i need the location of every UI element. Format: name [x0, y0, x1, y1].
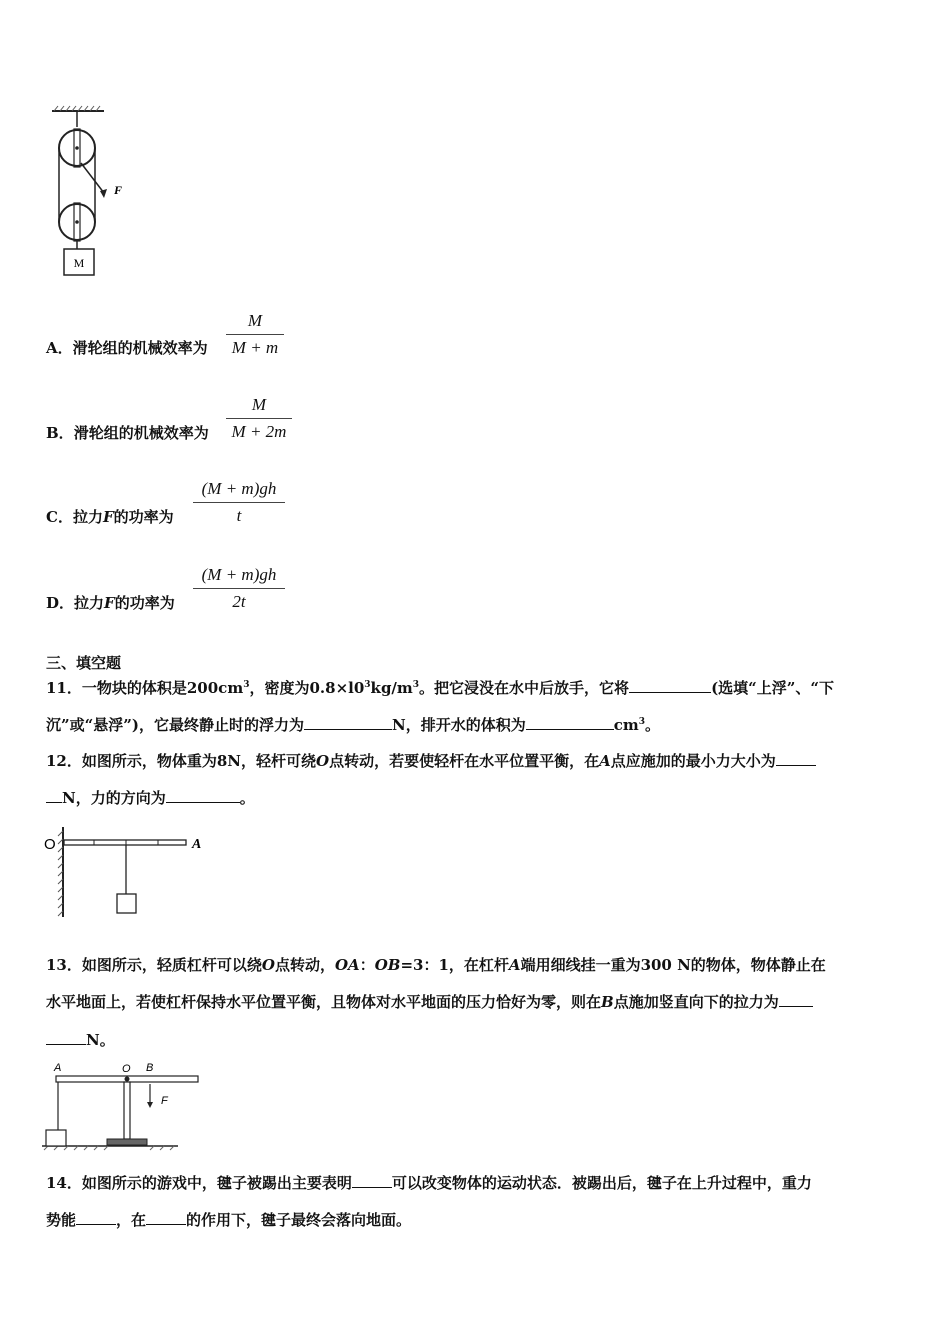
lever-figure-2 — [40, 1058, 205, 1153]
answer-blank[interactable] — [629, 678, 711, 693]
question-14-line-1 — [46, 1172, 812, 1193]
end-label: A — [192, 837, 202, 852]
option-text: 拉力 — [74, 594, 105, 612]
segment-label: OB — [374, 956, 401, 974]
q14-text: ，在 — [116, 1211, 147, 1229]
fraction-bar — [226, 334, 284, 335]
q13-text: N。 — [86, 1031, 115, 1049]
q11-text: kg/m — [370, 679, 413, 697]
option-a — [46, 337, 208, 358]
denominator: M + m — [231, 338, 279, 357]
denominator: 2t — [232, 592, 246, 611]
option-text: 的功率为 — [114, 594, 175, 612]
q14-text: 14．如图所示的游戏中，毽子被踢出主要表明 — [46, 1174, 352, 1192]
q13-text: 点施加竖直向下的拉力为 — [613, 993, 779, 1011]
option-b — [46, 422, 209, 443]
option-letter: A． — [46, 339, 73, 357]
q13-text: ： — [359, 956, 375, 974]
point-label: A — [508, 956, 521, 974]
q11-text: 。把它浸没在水中后放手，它将 — [419, 679, 630, 697]
q12-text: 。 — [239, 789, 255, 807]
q12-text: 12．如图所示，物体重为8N，轻杆可绕 — [46, 752, 317, 770]
answer-blank[interactable] — [146, 1210, 186, 1225]
answer-blank[interactable] — [776, 751, 816, 766]
numerator: (M + m)gh — [201, 479, 277, 498]
q13-text: 端用细线挂一重为300 N的物体，物体静止在 — [520, 956, 826, 974]
option-b-fraction — [226, 393, 292, 444]
option-d — [46, 592, 175, 613]
fraction-bar — [226, 418, 292, 419]
lever-figure-1 — [42, 825, 212, 920]
question-12-line-2 — [46, 787, 255, 808]
label-f: F — [161, 1095, 168, 1107]
q11-text: (选填“上浮”、“下 — [711, 679, 835, 697]
answer-blank[interactable] — [46, 788, 62, 803]
q13-text: =3：1，在杠杆 — [400, 956, 509, 974]
option-a-fraction — [226, 309, 284, 360]
numerator: M — [247, 311, 263, 330]
q12-text: 点应施加的最小力大小为 — [610, 752, 776, 770]
answer-blank[interactable] — [76, 1210, 116, 1225]
force-variable: F — [102, 508, 114, 526]
superscript: 3 — [243, 680, 250, 690]
numerator: (M + m)gh — [201, 565, 277, 584]
label-a: A — [54, 1062, 62, 1074]
point-label: O — [316, 752, 330, 770]
point-label: O — [261, 956, 275, 974]
force-variable: F — [104, 594, 115, 612]
superscript: 3 — [638, 717, 645, 727]
question-13-line-3 — [46, 1029, 115, 1050]
answer-blank[interactable] — [526, 715, 614, 730]
segment-label: OA — [334, 956, 360, 974]
option-text: 的功率为 — [113, 508, 174, 526]
q14-text: 势能 — [46, 1211, 77, 1229]
q14-text: 的作用下，毽子最终会落向地面。 — [186, 1211, 412, 1229]
answer-blank[interactable] — [166, 788, 240, 803]
superscript: 3 — [412, 680, 420, 690]
label-o: O — [122, 1063, 131, 1075]
option-c — [46, 506, 174, 527]
point-label: B — [601, 993, 614, 1011]
q11-text: 沉”或“悬浮”)，它最终静止时的浮力为 — [46, 716, 304, 734]
question-13-line-1 — [46, 954, 826, 975]
answer-blank[interactable] — [779, 992, 813, 1007]
q13-text: 点转动， — [274, 956, 335, 974]
option-text: 滑轮组的机械效率为 — [72, 339, 208, 357]
option-text: 拉力 — [72, 508, 103, 526]
fraction-bar — [193, 502, 285, 503]
q12-text: 点转动，若要使轻杆在水平位置平衡，在 — [329, 752, 600, 770]
section-title: 三、填空题 — [46, 654, 122, 672]
q11-text: cm — [613, 716, 639, 734]
q11-text: ，密度为0.8×l0 — [249, 679, 365, 697]
q12-text: N，力的方向为 — [62, 789, 166, 807]
question-13-line-2 — [46, 991, 813, 1012]
q11-text: N，排开水的体积为 — [391, 716, 526, 734]
option-text: 滑轮组的机械效率为 — [73, 424, 209, 442]
point-label: A — [599, 752, 611, 770]
pivot-label: O — [44, 836, 56, 853]
label-b: B — [146, 1062, 154, 1074]
answer-blank[interactable] — [304, 715, 392, 730]
pulley-figure — [46, 105, 136, 280]
force-label: F — [114, 183, 123, 197]
q13-text: 水平地面上，若使杠杆保持水平位置平衡，且物体对水平地面的压力恰好为零，则在 — [46, 993, 602, 1011]
q11-text: 11．一物块的体积是200cm — [46, 679, 244, 697]
question-11-line-1 — [46, 677, 834, 698]
mass-label: M — [73, 256, 85, 270]
option-letter: B． — [46, 424, 74, 442]
numerator: M — [251, 395, 267, 414]
option-letter: D． — [46, 594, 75, 612]
q11-text: 。 — [644, 716, 660, 734]
question-12-line-1 — [46, 750, 816, 771]
denominator: M + 2m — [231, 422, 287, 441]
superscript: 3 — [364, 680, 371, 690]
q14-text: 可以改变物体的运动状态．被踢出后，毽子在上升过程中，重力 — [391, 1174, 812, 1192]
fraction-bar — [193, 588, 285, 589]
answer-blank[interactable] — [352, 1173, 392, 1188]
option-c-fraction — [193, 477, 285, 528]
option-d-fraction — [193, 563, 285, 614]
answer-blank[interactable] — [46, 1030, 86, 1045]
question-14-line-2 — [46, 1209, 411, 1230]
option-letter: C． — [46, 508, 73, 526]
question-11-line-2 — [46, 714, 660, 735]
denominator: t — [236, 506, 242, 525]
q13-text: 13．如图所示，轻质杠杆可以绕 — [46, 956, 262, 974]
